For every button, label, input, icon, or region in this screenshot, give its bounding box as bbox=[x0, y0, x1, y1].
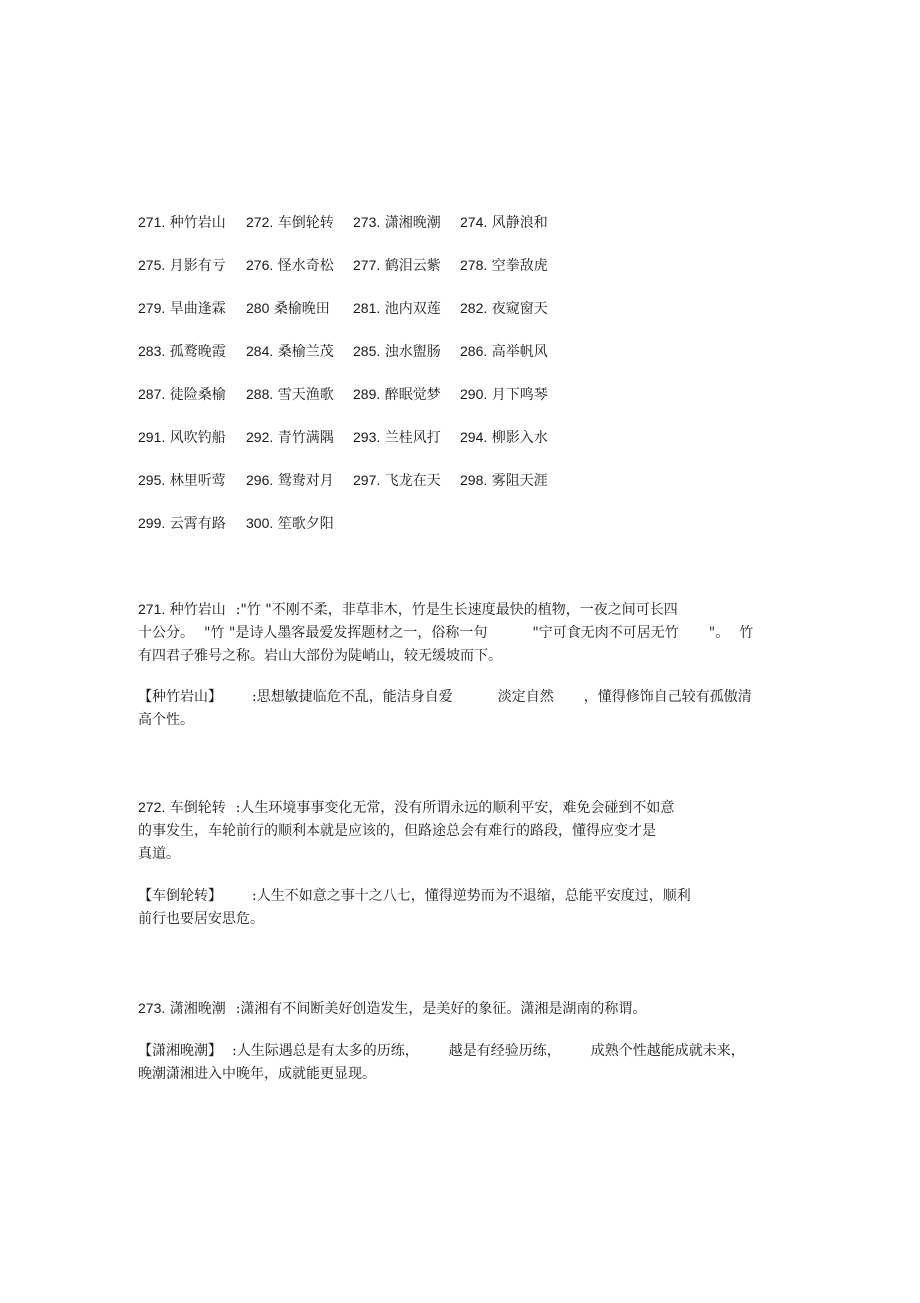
meaning-text: :人生不如意之事十之八七，懂得逆势而为不退缩，总能平安度过，顺利 bbox=[252, 888, 691, 904]
grid-cell-title: 夜窥窗天 bbox=[491, 301, 548, 317]
grid-cell-title: 桑榆兰茂 bbox=[277, 344, 334, 360]
grid-cell-number: 283. bbox=[138, 343, 166, 359]
meaning-text: :思想敏捷临危不乱，能洁身自爱 bbox=[252, 689, 453, 705]
entry-272-description bbox=[138, 796, 778, 866]
grid-cell-title: 空拳敌虎 bbox=[491, 258, 548, 274]
grid-cell-number: 294. bbox=[460, 429, 488, 445]
grid-cell-title: 林里听莺 bbox=[169, 473, 226, 489]
grid-cell bbox=[246, 513, 334, 534]
grid-cell-title: 柳影入水 bbox=[491, 430, 548, 446]
grid-cell-title: 笙歌夕阳 bbox=[277, 516, 334, 532]
grid-cell-number: 285. bbox=[353, 343, 381, 359]
grid-cell bbox=[246, 212, 334, 233]
meaning-271-line-2: 高个性。 bbox=[138, 712, 194, 728]
grid-cell-title: 潇湘晚潮 bbox=[384, 215, 441, 231]
meaning-text: 淡定自然 bbox=[497, 689, 554, 705]
entry-text: "。 bbox=[708, 625, 730, 641]
grid-cell bbox=[246, 384, 334, 405]
grid-cell bbox=[246, 427, 334, 448]
grid-cell-title: 青竹满隅 bbox=[277, 430, 334, 446]
grid-cell-number: 279. bbox=[138, 300, 166, 316]
entry-271-description bbox=[138, 598, 778, 668]
grid-cell-title: 旱曲逢霖 bbox=[169, 301, 226, 317]
meaning-title: 【潇湘晚潮】 bbox=[138, 1043, 222, 1059]
grid-cell-number: 289. bbox=[353, 386, 381, 402]
grid-cell bbox=[353, 298, 441, 319]
entry-271-line-3: 有四君子雅号之称。岩山大部份为陡峭山，较无缓坡而下。 bbox=[138, 648, 502, 664]
grid-cell-title: 雪天渔歌 bbox=[277, 387, 334, 403]
entry-text: "竹 "是诗人墨客最爱发挥题材之一，俗称一句 bbox=[204, 625, 488, 641]
meaning-272-line-1 bbox=[138, 885, 778, 908]
grid-cell bbox=[246, 470, 334, 491]
grid-cell-number: 274. bbox=[460, 214, 488, 230]
meaning-text: ，懂得修饰自己较有孤傲清 bbox=[583, 689, 752, 705]
grid-cell bbox=[138, 298, 226, 319]
grid-cell bbox=[246, 298, 330, 319]
entry-273-meaning bbox=[138, 1040, 778, 1086]
entry-text: :人生环境事事变化无常，没有所谓永远的顺利平安，难免会碰到不如意 bbox=[235, 800, 675, 816]
entry-title: 潇湘晚潮 bbox=[169, 1001, 226, 1017]
grid-cell-title: 桑榆晚田 bbox=[273, 301, 330, 317]
entry-272-meaning bbox=[138, 885, 778, 931]
meaning-text: 越是有经验历练， bbox=[448, 1043, 561, 1059]
meaning-271-line-1 bbox=[138, 686, 778, 709]
grid-cell-title: 月下鸣琴 bbox=[491, 387, 548, 403]
grid-cell-title: 鸳鸯对月 bbox=[277, 473, 334, 489]
grid-cell-title: 云霄有路 bbox=[169, 516, 226, 532]
grid-cell-number: 275. bbox=[138, 257, 166, 273]
grid-cell-number: 276. bbox=[246, 257, 274, 273]
grid-cell-number: 297. bbox=[353, 472, 381, 488]
grid-cell bbox=[138, 427, 226, 448]
grid-cell bbox=[460, 255, 548, 276]
grid-cell-number: 281. bbox=[353, 300, 381, 316]
grid-cell-title: 种竹岩山 bbox=[169, 215, 226, 231]
entry-273-line-1 bbox=[138, 997, 778, 1021]
grid-cell bbox=[138, 470, 226, 491]
entry-271-line-1 bbox=[138, 598, 778, 622]
meaning-273-line-2: 晚潮潇湘进入中晚年，成就能更显现。 bbox=[138, 1066, 376, 1082]
grid-cell-title: 徒险桑榆 bbox=[169, 387, 226, 403]
grid-cell-number: 298. bbox=[460, 472, 488, 488]
grid-cell bbox=[460, 470, 548, 491]
entry-272-line-1 bbox=[138, 796, 778, 820]
grid-cell-title: 池内双莲 bbox=[384, 301, 441, 317]
grid-cell bbox=[460, 427, 548, 448]
grid-cell-number: 299. bbox=[138, 515, 166, 531]
grid-cell-number: 273. bbox=[353, 214, 381, 230]
entry-number: 271. bbox=[138, 601, 166, 617]
grid-cell-number: 284. bbox=[246, 343, 274, 359]
grid-cell-title: 怪水奇松 bbox=[277, 258, 334, 274]
grid-cell-number: 293. bbox=[353, 429, 381, 445]
grid-cell-title: 孤鹜晚霞 bbox=[169, 344, 226, 360]
grid-cell-title: 醉眠觉梦 bbox=[384, 387, 441, 403]
grid-cell-title: 雾阻天涯 bbox=[491, 473, 548, 489]
grid-cell-number: 280 bbox=[246, 300, 270, 316]
grid-cell bbox=[246, 341, 334, 362]
grid-cell-number: 286. bbox=[460, 343, 488, 359]
grid-cell-number: 291. bbox=[138, 429, 166, 445]
grid-cell bbox=[353, 470, 441, 491]
grid-cell-number: 287. bbox=[138, 386, 166, 402]
entry-271-meaning bbox=[138, 686, 778, 732]
grid-cell-title: 风吹钓船 bbox=[169, 430, 226, 446]
grid-cell bbox=[353, 212, 441, 233]
grid-cell-title: 浊水盥肠 bbox=[384, 344, 441, 360]
grid-cell bbox=[246, 255, 334, 276]
grid-cell-number: 295. bbox=[138, 472, 166, 488]
grid-cell bbox=[353, 427, 441, 448]
entry-text: 竹 bbox=[739, 625, 754, 641]
grid-cell-number: 278. bbox=[460, 257, 488, 273]
meaning-title: 【种竹岩山】 bbox=[138, 689, 222, 705]
grid-cell-title: 风静浪和 bbox=[491, 215, 548, 231]
entry-quote: "宁可食无肉不可居无竹 bbox=[532, 625, 679, 641]
entry-272-line-3: 真道。 bbox=[138, 846, 180, 862]
grid-cell bbox=[460, 298, 548, 319]
grid-cell-title: 高举帆风 bbox=[491, 344, 548, 360]
grid-cell-title: 鹤泪云紫 bbox=[384, 258, 441, 274]
grid-cell bbox=[353, 255, 441, 276]
grid-cell-title: 飞龙在天 bbox=[384, 473, 441, 489]
grid-cell-number: 288. bbox=[246, 386, 274, 402]
entry-title: 车倒轮转 bbox=[169, 800, 226, 816]
grid-cell-number: 300. bbox=[246, 515, 274, 531]
grid-cell bbox=[460, 384, 548, 405]
entry-text: 十公分。 bbox=[138, 625, 194, 641]
grid-cell bbox=[353, 384, 441, 405]
grid-cell-number: 272. bbox=[246, 214, 274, 230]
grid-cell bbox=[138, 513, 226, 534]
grid-cell bbox=[353, 341, 441, 362]
entry-272-line-2: 的事发生，车轮前行的顺利本就是应该的，但路途总会有难行的路段，懂得应变才是 bbox=[138, 823, 656, 839]
meaning-272-line-2: 前行也要居安思危。 bbox=[138, 911, 264, 927]
grid-cell-title: 车倒轮转 bbox=[277, 215, 334, 231]
grid-cell bbox=[460, 341, 548, 362]
grid-cell bbox=[138, 255, 226, 276]
entry-271-line-2 bbox=[138, 622, 778, 645]
grid-cell bbox=[138, 384, 226, 405]
entry-text: :潇湘有不间断美好创造发生，是美好的象征。潇湘是湖南的称谓。 bbox=[235, 1001, 647, 1017]
entry-number: 272. bbox=[138, 799, 166, 815]
meaning-text: 成熟个性越能成就未来， bbox=[590, 1043, 745, 1059]
grid-cell-number: 271. bbox=[138, 214, 166, 230]
grid-cell bbox=[138, 341, 226, 362]
grid-cell-number: 296. bbox=[246, 472, 274, 488]
grid-cell-number: 292. bbox=[246, 429, 274, 445]
grid-cell bbox=[460, 212, 548, 233]
grid-cell-number: 290. bbox=[460, 386, 488, 402]
meaning-title: 【车倒轮转】 bbox=[138, 888, 222, 904]
entry-number: 273. bbox=[138, 1000, 166, 1016]
grid-cell-title: 兰桂风打 bbox=[384, 430, 441, 446]
meaning-273-line-1 bbox=[138, 1040, 778, 1063]
grid-cell-title: 月影有亏 bbox=[169, 258, 226, 274]
entry-273-description bbox=[138, 997, 778, 1021]
grid-cell bbox=[138, 212, 226, 233]
entry-text: :"竹 "不刚不柔，非草非木，竹是生长速度最快的植物，一夜之间可长四 bbox=[235, 602, 678, 618]
grid-cell-number: 277. bbox=[353, 257, 381, 273]
entry-title: 种竹岩山 bbox=[169, 602, 226, 618]
meaning-text: :人生际遇总是有太多的历练， bbox=[232, 1043, 419, 1059]
grid-cell-number: 282. bbox=[460, 300, 488, 316]
